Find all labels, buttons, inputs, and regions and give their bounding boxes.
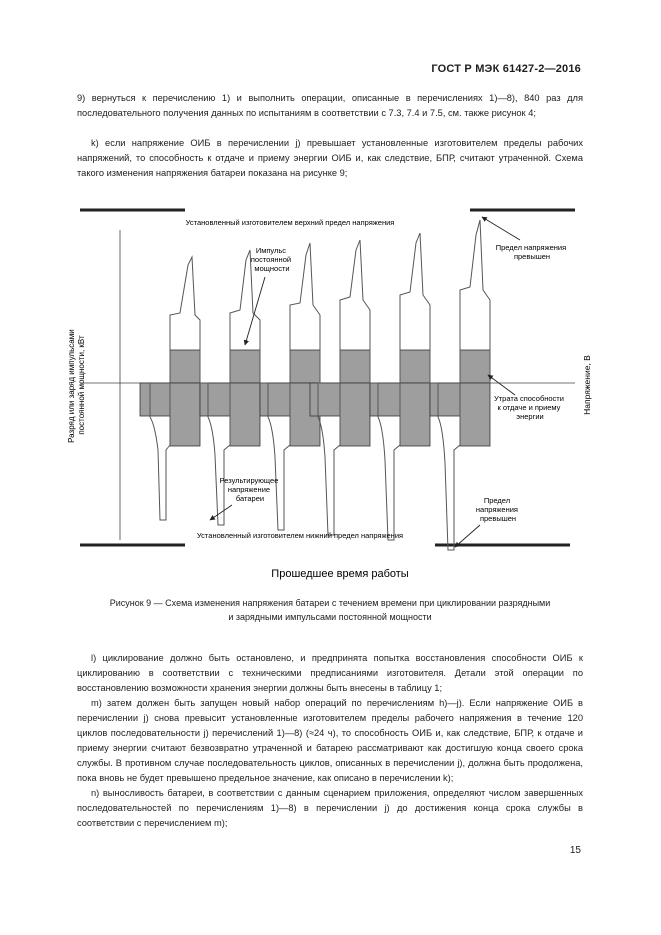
paragraph-l: l) циклирование должно быть остановлено, и предпринята попытка восстановления способности ОИБ к циклированию в соответствии с техническими предписаниями изготовителя. Детали этой операции по восстановлению возможности хранения энергии должны быть внесены в таблицу 1; xyxy=(77,653,583,693)
resulting-voltage-label: Результирующее напряжение батареи xyxy=(219,476,279,503)
loss-label: Утрата способности к отдаче и приему энергии xyxy=(493,394,564,421)
voltage-diagram xyxy=(60,195,600,580)
figure-caption xyxy=(60,596,600,624)
caption-line-2: и зарядными импульсами постоянной мощности xyxy=(228,612,432,622)
paragraph-n: n) выносливость батареи, в соответствии с данным сценарием приложения, определяют числом завершенных последовательностей по перечислениям 1)—8) в перечислении j) до достижения конца срока службы в соответствии с перечислением m); xyxy=(77,788,583,828)
upper-limit-label: Установленный изготовителем верхний предел напряжения xyxy=(185,218,395,227)
limit-exceeded-bottom-label: Предел напряжения превышен xyxy=(475,496,519,523)
pulse-label: Импульс постоянной мощности xyxy=(250,246,292,273)
paragraph-k: k) если напряжение ОИБ в перечислении j) превышает установленные изготовителем пределы рабочих напряжений, то способность к отдаче и приему энергии ОИБ и, как следствие, БПР, считают утраченной. Схема такого изменения напряжения батареи показана на рисунке 9; xyxy=(77,138,583,178)
lower-limit-label: Установленный изготовителем нижний предел напряжения xyxy=(196,531,404,540)
standard-header: ГОСТ Р МЭК 61427-2—2016 xyxy=(431,63,581,75)
paragraph-9: 9) вернуться к перечислению 1) и выполнить операции, описанные в перечислениях 1)—8), 840 раз для последовательного получения данных по испытаниям в соответствии с 7.3, 7.4 и 7.5, см. также рисунок 4; xyxy=(77,93,583,118)
y-axis-right-label: Напряжение, В xyxy=(582,355,592,415)
x-axis-label: Прошедшее время работы xyxy=(271,568,409,580)
y-axis-left-label: Разряд или заряд импульсами постоянной мощности, кВт xyxy=(67,329,86,443)
figure-9 xyxy=(60,195,600,580)
limit-exceeded-top-label: Предел напряжения превышен xyxy=(495,243,567,261)
page-number: 15 xyxy=(569,845,581,856)
caption-line-1: Рисунок 9 — Схема изменения напряжения батареи с течением времени при циклировании разрядными xyxy=(109,598,551,608)
paragraph-m: m) затем должен быть запущен новый набор операций по перечислениям h)—j). Если напряжение ОИБ в перечислении j) снова превысит установленные изготовителем пределы рабочего напряжения в течение 120 циклов последовательности j) перечислений 1)—8) (≈24 ч), то способность ОИБ и, как следствие, БПР, к отдаче и приему энергии считают безвозвратно утраченной и батарею рассматривают как достигшую конца своего срока службы. В противном случае последовательность циклов, описанных в перечислении j), должна быть продолжена, пока вновь не будет превышено предельное значение, как описано в перечислении k); xyxy=(77,698,583,783)
